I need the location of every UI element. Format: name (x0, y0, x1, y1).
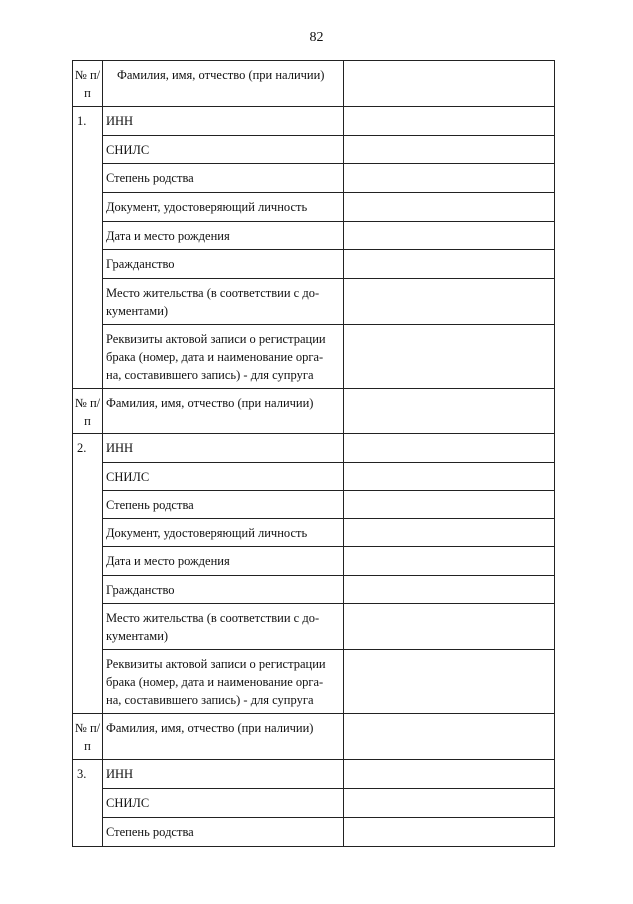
person-1-row-birth (73, 222, 555, 250)
field-label: Степень родства (103, 818, 344, 847)
field-label: Гражданство (103, 576, 344, 604)
header-num-cell: № п/п (73, 61, 103, 107)
field-value[interactable] (344, 547, 555, 576)
name-value-cell[interactable] (344, 61, 555, 107)
person-index: 3. (73, 760, 103, 847)
field-label: Степень родства (103, 164, 344, 193)
person-3-row-relation (73, 818, 555, 847)
field-value[interactable] (344, 279, 555, 325)
field-label: ИНН (103, 434, 344, 463)
person-1-row-inn (73, 107, 555, 136)
person-2-header-row (73, 389, 555, 434)
person-2-row-document (73, 519, 555, 547)
field-value[interactable] (344, 519, 555, 547)
header-num-cell: № п/п (73, 714, 103, 760)
page-number: 82 (309, 30, 324, 45)
person-1-row-relation (73, 164, 555, 193)
field-value[interactable] (344, 463, 555, 491)
person-3-header-row (73, 714, 555, 760)
field-value[interactable] (344, 250, 555, 279)
field-value[interactable] (344, 760, 555, 789)
field-value[interactable] (344, 604, 555, 650)
field-label: Реквизиты актовой записи о регистрации брака (номер, дата и наименование орга- на, составившего запись) - для супруга (103, 325, 344, 389)
header-num-cell: № п/п (73, 389, 103, 434)
field-label: Гражданство (103, 250, 344, 279)
header-name-cell: Фамилия, имя, отчество (при наличии) (103, 61, 344, 107)
header-name-cell: Фамилия, имя, отчество (при наличии) (103, 389, 344, 434)
person-2-row-relation (73, 491, 555, 519)
field-value[interactable] (344, 576, 555, 604)
field-value[interactable] (344, 491, 555, 519)
name-value-cell[interactable] (344, 389, 555, 434)
person-1-row-snils (73, 136, 555, 164)
person-1-row-residence (73, 279, 555, 325)
field-value[interactable] (344, 136, 555, 164)
person-2-row-citizenship (73, 576, 555, 604)
field-label: Место жительства (в соответствии с до- кументами) (103, 279, 344, 325)
person-2-row-snils (73, 463, 555, 491)
header-name-cell: Фамилия, имя, отчество (при наличии) (103, 714, 344, 760)
field-value[interactable] (344, 789, 555, 818)
field-label: ИНН (103, 760, 344, 789)
person-index: 2. (73, 434, 103, 714)
field-value[interactable] (344, 107, 555, 136)
field-value[interactable] (344, 325, 555, 389)
person-1-row-document (73, 193, 555, 222)
field-label: Дата и место рождения (103, 547, 344, 576)
name-value-cell[interactable] (344, 714, 555, 760)
field-value[interactable] (344, 818, 555, 847)
field-value[interactable] (344, 164, 555, 193)
person-index: 1. (73, 107, 103, 389)
family-members-table (72, 60, 555, 847)
person-2-row-birth (73, 547, 555, 576)
field-label: Дата и место рождения (103, 222, 344, 250)
field-label: ИНН (103, 107, 344, 136)
field-label: Место жительства (в соответствии с до- кументами) (103, 604, 344, 650)
field-value[interactable] (344, 650, 555, 714)
field-label: Документ, удостоверяющий личность (103, 193, 344, 222)
field-label: Документ, удостоверяющий личность (103, 519, 344, 547)
field-label: Реквизиты актовой записи о регистрации брака (номер, дата и наименование орга- на, составившего запись) - для супруга (103, 650, 344, 714)
field-label: СНИЛС (103, 136, 344, 164)
field-value[interactable] (344, 193, 555, 222)
person-2-row-inn (73, 434, 555, 463)
field-label: Степень родства (103, 491, 344, 519)
field-label: СНИЛС (103, 463, 344, 491)
person-1-header-row (73, 61, 555, 107)
person-1-row-marriage (73, 325, 555, 389)
field-label: СНИЛС (103, 789, 344, 818)
person-3-row-snils (73, 789, 555, 818)
field-value[interactable] (344, 222, 555, 250)
person-3-row-inn (73, 760, 555, 789)
field-value[interactable] (344, 434, 555, 463)
person-2-row-residence (73, 604, 555, 650)
person-2-row-marriage (73, 650, 555, 714)
person-1-row-citizenship (73, 250, 555, 279)
